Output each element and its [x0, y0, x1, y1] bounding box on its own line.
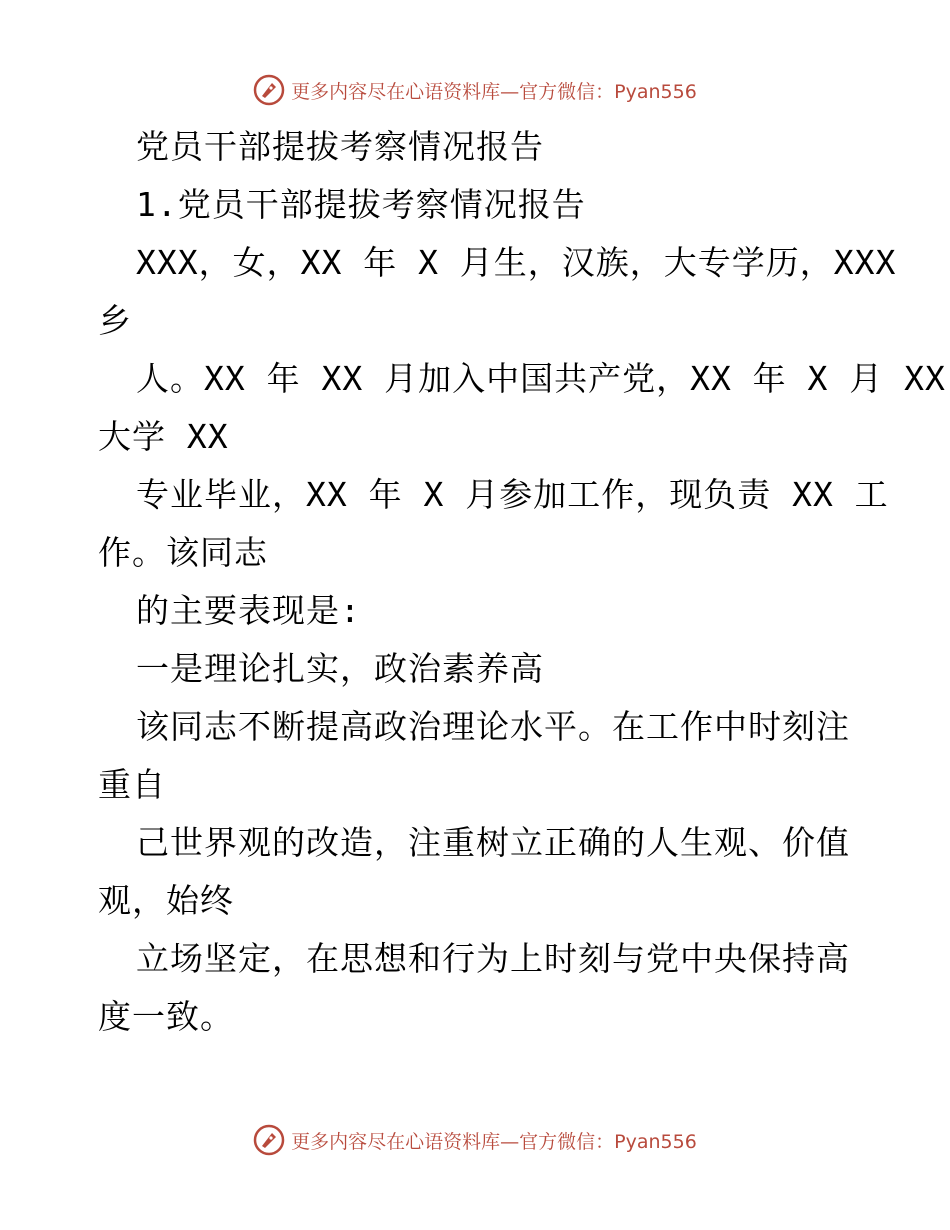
- paragraph-line: 专业毕业，XX 年 X 月参加工作，现负责 XX 工: [136, 475, 889, 514]
- paragraph-line: 度一致。: [98, 997, 234, 1036]
- paragraph-line: 己世界观的改造，注重树立正确的人生观、价值: [136, 823, 850, 862]
- banner-text: 更多内容尽在心语资料库—官方微信：Pyan556: [291, 80, 697, 103]
- wechat-id: Pyan556: [614, 1130, 697, 1153]
- paragraph-line: 观，始终: [98, 881, 234, 920]
- pen-nib-logo-icon: [253, 74, 285, 106]
- paragraph-line: XXX，女，XX 年 X 月生，汉族，大专学历，XXX: [136, 243, 897, 282]
- paragraph-line: 乡: [98, 301, 132, 340]
- header-banner: [0, 70, 950, 110]
- paragraph-line: 作。该同志: [98, 533, 268, 572]
- pen-nib-logo-icon: [253, 1124, 285, 1156]
- banner-text: 更多内容尽在心语资料库—官方微信：Pyan556: [291, 1130, 697, 1153]
- paragraph-line: 该同志不断提高政治理论水平。在工作中时刻注: [136, 707, 850, 746]
- subsection-heading: 一是理论扎实，政治素养高: [136, 649, 544, 688]
- document-title: 党员干部提拔考察情况报告: [136, 127, 544, 166]
- paragraph-line: 的主要表现是:: [136, 591, 361, 630]
- document-body: [98, 118, 946, 1046]
- footer-banner: [0, 1120, 950, 1160]
- paragraph-line: 立场坚定，在思想和行为上时刻与党中央保持高: [136, 939, 850, 978]
- paragraph-line: 重自: [98, 765, 166, 804]
- paragraph-line: 大学 XX: [98, 417, 229, 456]
- paragraph-line: 人。XX 年 XX 月加入中国共产党，XX 年 X 月 XX: [136, 359, 946, 398]
- section-heading: 1.党员干部提拔考察情况报告: [136, 185, 586, 224]
- wechat-id: Pyan556: [614, 80, 697, 103]
